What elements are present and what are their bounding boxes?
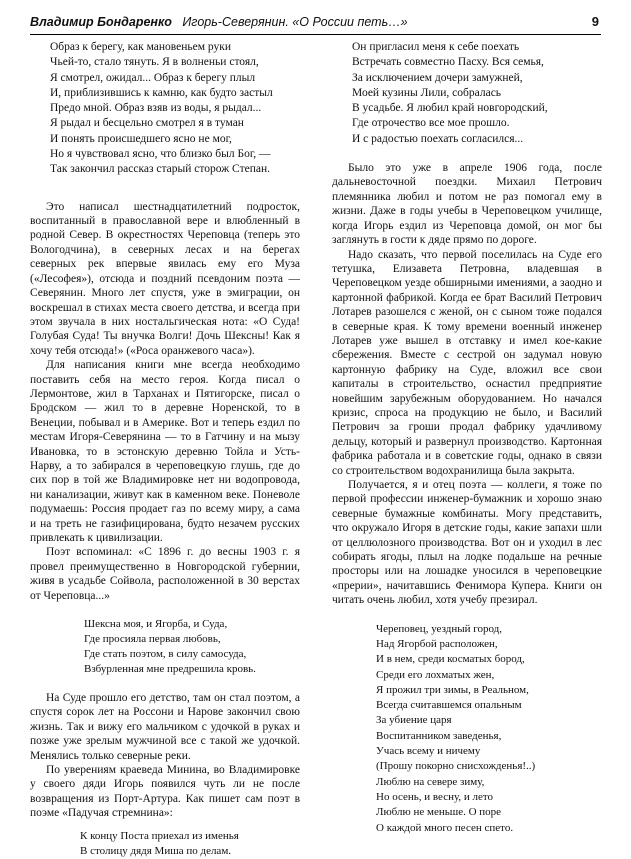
right-verse-2 [376,622,602,836]
paragraph: На Суде прошло его детство, там он стал поэтом, а спустя сорок лет на Россони и Нарове закончил свою жизнь. Так и вижу его мальчиком с удочкой в руках и позже уже зрелым мужчиной все с такой же удочкой. Менялись только северные реки. [30,692,300,762]
left-verse-1 [50,40,300,178]
verse-line: В столицу дядя Миша по делам. [80,845,232,857]
left-column [30,40,300,859]
page-number: 9 [591,14,599,29]
running-header [30,12,601,35]
verse-line: Череповец, уездный город, [376,622,502,635]
verse-line: Всегда считавшемся опальным [376,699,522,712]
verse-line: Он пригласил меня к себе поехать [352,41,520,53]
verse-line: Где просияла первая любовь, [84,633,221,646]
paragraph: Это написал шестнадцатилетний подросток, воспитанный в православной вере и влюбленный в родной Север. В окрестностях Череповца (теперь это Вологодчина), в северных лесах и на берегах северных рек впервые явилась ему его Муза («Лесофея»), отсюда и поздний псевдоним поэта — Северянин. Много лет спустя, уже в эмиграции, он воскрешал в стихах места своего детства, и всегда при этом звучала в них ностальгическая нота: «О Суда! Голубая Суда! Ты внучка Волги! Дочь Шексны! Как я хочу тебя отсюда!» («Роса оранжевого часа»). [30,200,300,357]
left-prose-1 [30,200,300,603]
verse-line: И в нем, среди косматых бород, [376,653,525,666]
verse-line: И с радостью поехать согласился... [352,132,524,145]
verse-line: Предо мной. Образ взяв из воды, я рыдал... [50,102,262,115]
header-text [30,15,408,29]
left-prose-2 [30,691,300,821]
verse-line: И, приблизившись к камню, как будто застыл [50,86,273,99]
verse-line: Люблю на севере зиму, [376,775,485,788]
verse-line: Я смотрел, ожидал... Образ к берегу плыл [50,71,256,84]
verse-line: Шексна моя, и Ягорба, и Суда, [84,618,228,631]
verse-line: Где отрочество все мое прошло. [352,117,510,130]
verse-line: Моей кузины Лили, собралась [352,86,502,99]
header-title: Игорь-Северянин. «О России петь…» [182,15,408,29]
right-column [332,40,602,836]
paragraph: Для написания книги мне всегда необходимо поставить себя на место героя. Когда писал о Лермонтове, жил в Тарханах и Пятигорске, писал о Бродском — жил то в деревне Норенской, то в Венеции, побывал и в Америке. Вот и теперь ездил по местам Игоря-Северянина — то в Гатчину и на мызу Ивановка, то в эстонскую деревню Тойла и Усть-Нарву, а то забирался в череповецкую глушь, где до сих пор в той же Владимировке нет ни водопровода, ни канализации, живут как в каменном веке. Поневоле подумаешь: Россия продает газ по всему миру, а сама и на треть не газифицирована, будто незачем русских привлекать к цивилизации. [30,359,300,545]
paragraph: Надо сказать, что первой поселилась на Суде его тетушка, Елизавета Петровна, владевшая в Череповецком уезде обширными имениями, а заодно и картонной фабрикой. Когда ее брат Василий Петрович Лотарев разошелся с женой, он с сыном тоже подался в северные края. К тому времени военный инженер Лотарев уже вышел в отставку и имел кое-какие сбережения. Вместе с сестрой он задумал новую картонную фабрику на Суде, вложил все свои капиталы в строительство, оснастил предприятие новейшим зарубежным оборудованием. Но начался кризис, спроса на продукцию не было, и Василий Петрович за гроши продал фабрику удачливому дельцу, который и развернул производство. Картонная фабрика работала и в советские годы, однако в связи со строительством водохранилища была закрыта. [332,248,602,477]
verse-line: Так закончил рассказ старый сторож Степан. [50,163,270,176]
verse-line: Я прожил три зимы, в Реальном, [376,683,529,696]
verse-line: За исключением дочери замужней, [352,71,523,84]
paragraph: Получается, я и отец поэта — коллеги, я тоже по первой профессии инженер-бумажник и хорошо знаю северные бумажные комбинаты. Могу представить, что окружало Игоря в детские годы, какие запахи шли от целлюлозного производства. Вот он и уходил в лес собирать ягоды, плыл на лодке подальше на речные просторы или на лошадке уносился в череповецкие «прерии», начитавшись Фенимора Купера. Книги он читать очень любил, хотя учебу презирал. [332,479,602,607]
verse-line: Образ к берегу, как мановеньем руки [50,41,232,53]
verse-line: Встречать совместно Пасху. Вся семья, [352,56,544,69]
header-author: Владимир Бондаренко [30,15,172,29]
right-prose [332,161,602,608]
verse-line: Взбурленная мне предрешила кровь. [84,663,256,676]
verse-line: В усадьбе. Я любил край новгородский, [352,102,548,115]
verse-line: За убиение царя [376,714,452,727]
verse-line: Воспитанником заведенья, [376,729,502,742]
verse-line: Люблю не меньше. О поре [376,806,502,819]
verse-line: Среди его лохматых жен, [376,668,495,681]
left-verse-2 [84,617,300,677]
verse-line: Но осень, и весну, и лето [376,790,494,803]
verse-line: Чьей-то, стало тянуть. Я в волненьи стоял, [50,56,259,69]
right-verse-1 [352,40,602,147]
left-verse-3 [80,829,300,859]
verse-line: Где стать поэтом, в силу самосуда, [84,648,247,661]
verse-line: К концу Поста приехал из именья [80,829,239,842]
paragraph: По уверениям краеведа Минина, во Владимировке у своего дяди Игорь появился чуть ли не после возвращения из Порт-Артура. Как пишет сам поэт в поэме «Падучая стремнина»: [30,764,300,820]
verse-line: Над Ягорбой расположен, [376,637,498,650]
verse-line: И понять происшедшего ясно не мог, [50,132,232,145]
verse-line: Учась всему и ничему [376,745,481,758]
verse-line: Я рыдал и бесцельно смотрел я в туман [50,117,244,130]
paragraph: Было это уже в апреле 1906 года, после дальневосточной поездки. Михаил Петрович племянника любил и потом не раз помогал ему в жизни. Даже в годы учебы в Череповецком училище, когда Игорь ездил из Череповца домой, он мог бы заглянуть в гости к дяде прямо по дороге. [332,162,602,247]
verse-line: Но я чувствовал ясно, что близко был Бог, — [50,148,271,161]
paragraph: Поэт вспоминал: «С 1896 г. до весны 1903 г. я провел преимущественно в Новгородской губернии, живя в усадьбе Сойвола, расположенной в 30 верстах от Череповца...» [30,546,300,602]
verse-line: (Прошу покорно снисхожденья!..) [376,760,536,773]
verse-line: О каждой много песен спето. [376,821,514,834]
